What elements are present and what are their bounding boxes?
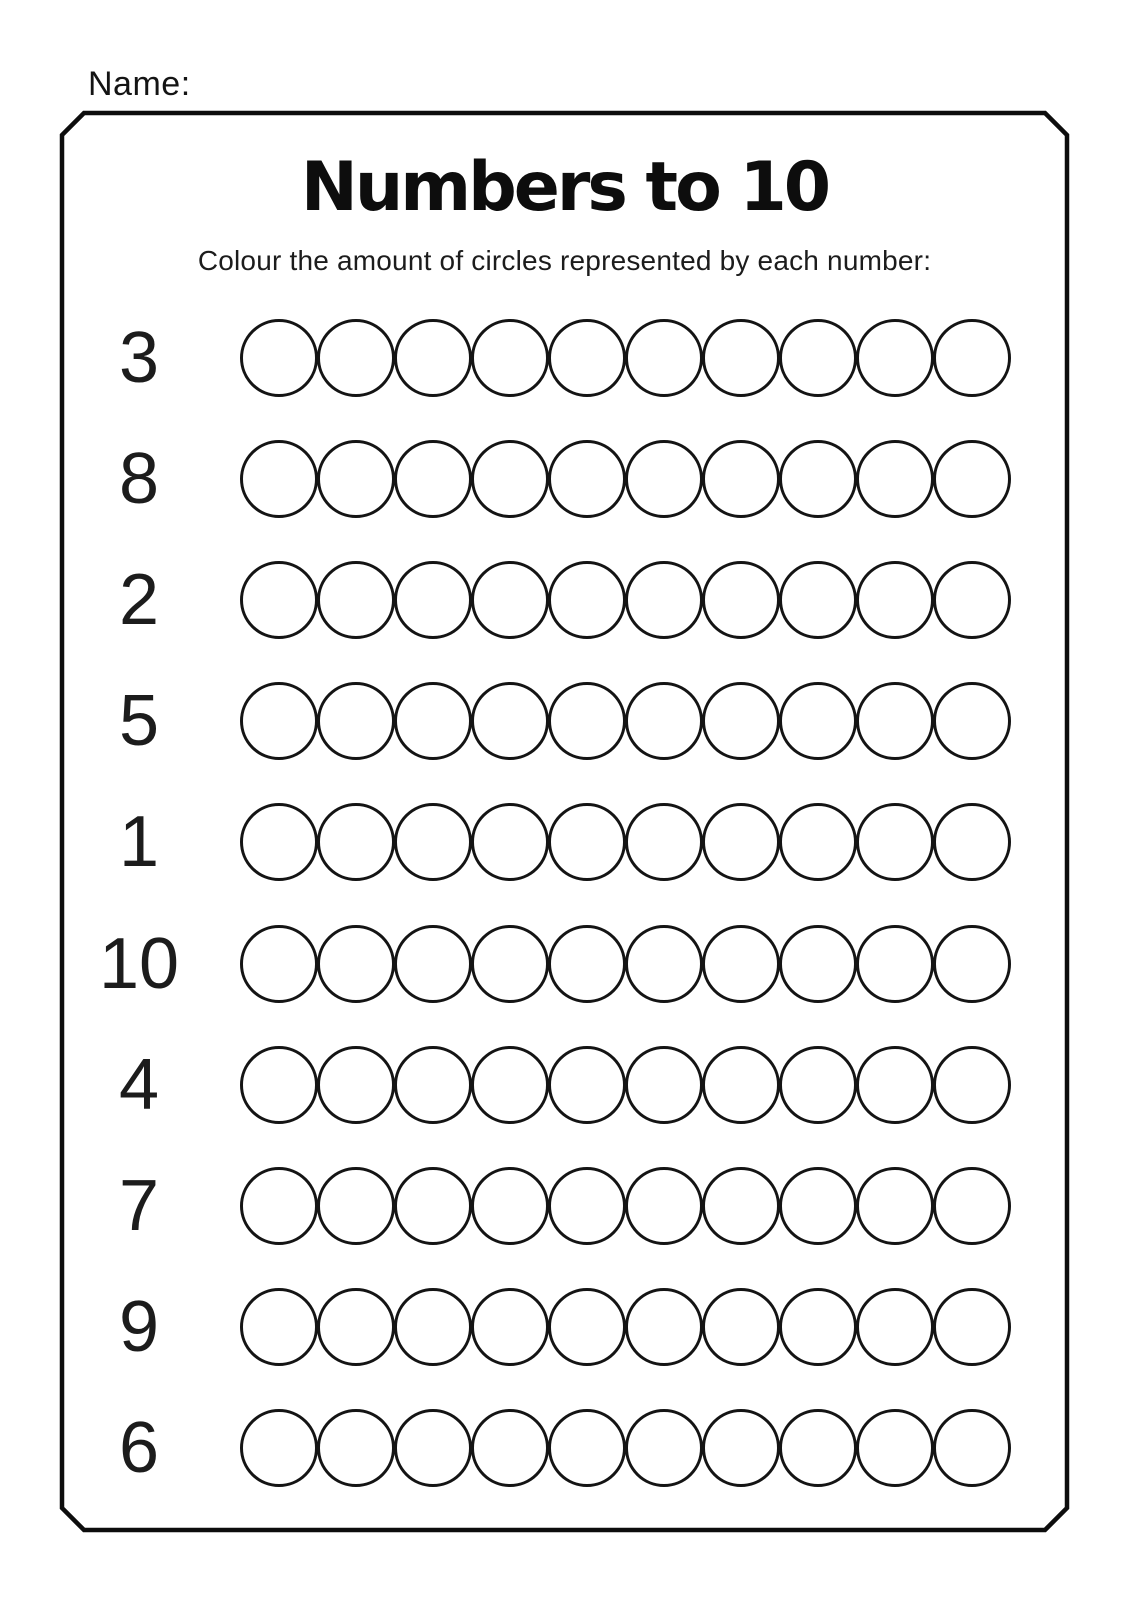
colour-circle[interactable] [702,1409,780,1487]
colour-circle[interactable] [240,1409,318,1487]
colour-circle[interactable] [779,440,857,518]
row-number-label: 10 [98,923,180,1004]
row-number-label: 2 [118,560,160,641]
colour-circle[interactable] [240,803,318,881]
colour-circle[interactable] [394,319,472,397]
colour-circle[interactable] [625,803,703,881]
row-number-label: 3 [118,318,160,399]
number-row [62,1387,1067,1508]
colour-circle[interactable] [394,1288,472,1366]
colour-circle[interactable] [856,1167,934,1245]
number-row [62,661,1067,782]
colour-circle[interactable] [548,803,626,881]
colour-circle[interactable] [779,1167,857,1245]
colour-circle[interactable] [856,803,934,881]
colour-circle[interactable] [471,1409,549,1487]
colour-circle[interactable] [548,682,626,760]
colour-circle[interactable] [240,1167,318,1245]
colour-circle[interactable] [548,319,626,397]
colour-circle[interactable] [471,440,549,518]
colour-circle[interactable] [548,1409,626,1487]
number-row [62,903,1067,1024]
colour-circle[interactable] [317,1409,395,1487]
colour-circle[interactable] [933,1409,1011,1487]
colour-circle[interactable] [702,1046,780,1124]
colour-circle[interactable] [856,1288,934,1366]
colour-circle[interactable] [471,925,549,1003]
circle-row [240,1046,1010,1124]
colour-circle[interactable] [702,925,780,1003]
colour-circle[interactable] [933,803,1011,881]
colour-circle[interactable] [394,1167,472,1245]
colour-circle[interactable] [702,1167,780,1245]
colour-circle[interactable] [394,1046,472,1124]
colour-circle[interactable] [856,1409,934,1487]
colour-circle[interactable] [779,1409,857,1487]
colour-circle[interactable] [625,440,703,518]
number-row [62,540,1067,661]
colour-circle[interactable] [702,1288,780,1366]
colour-circle[interactable] [548,561,626,639]
colour-circle[interactable] [779,1046,857,1124]
colour-circle[interactable] [702,682,780,760]
colour-circle[interactable] [471,682,549,760]
colour-circle[interactable] [625,1288,703,1366]
colour-circle[interactable] [240,319,318,397]
circle-row [240,1167,1010,1245]
colour-circle[interactable] [471,1167,549,1245]
colour-circle[interactable] [317,803,395,881]
colour-circle[interactable] [317,561,395,639]
colour-circle[interactable] [394,803,472,881]
colour-circle[interactable] [317,319,395,397]
colour-circle[interactable] [471,561,549,639]
colour-circle[interactable] [240,925,318,1003]
colour-circle[interactable] [779,682,857,760]
colour-circle[interactable] [625,925,703,1003]
colour-circle[interactable] [394,1409,472,1487]
row-number-label: 1 [118,802,160,883]
circle-row [240,440,1010,518]
colour-circle[interactable] [702,561,780,639]
colour-circle[interactable] [317,1288,395,1366]
colour-circle[interactable] [625,1167,703,1245]
circle-row [240,925,1010,1003]
colour-circle[interactable] [548,440,626,518]
colour-circle[interactable] [856,440,934,518]
colour-circle[interactable] [933,1167,1011,1245]
colour-circle[interactable] [856,682,934,760]
number-row [62,419,1067,540]
circle-row [240,803,1010,881]
colour-circle[interactable] [779,925,857,1003]
colour-circle[interactable] [625,319,703,397]
row-number-label: 7 [118,1165,160,1246]
colour-circle[interactable] [471,319,549,397]
circle-row [240,682,1010,760]
number-row [62,1024,1067,1145]
colour-circle[interactable] [240,1288,318,1366]
colour-circle[interactable] [779,1288,857,1366]
colour-circle[interactable] [625,682,703,760]
colour-circle[interactable] [779,561,857,639]
colour-circle[interactable] [548,1167,626,1245]
colour-circle[interactable] [548,1046,626,1124]
colour-circle[interactable] [317,1167,395,1245]
name-label: Name: [88,65,191,103]
colour-circle[interactable] [394,440,472,518]
number-row [62,298,1067,419]
colour-circle[interactable] [471,1288,549,1366]
colour-circle[interactable] [625,1046,703,1124]
circle-row [240,561,1010,639]
colour-circle[interactable] [394,561,472,639]
colour-circle[interactable] [625,1409,703,1487]
circle-row [240,1409,1010,1487]
row-number-label: 6 [118,1407,160,1488]
colour-circle[interactable] [317,440,395,518]
colour-circle[interactable] [856,925,934,1003]
circle-row [240,319,1010,397]
colour-circle[interactable] [317,682,395,760]
number-rows [62,298,1067,1509]
colour-circle[interactable] [933,1288,1011,1366]
colour-circle[interactable] [240,682,318,760]
colour-circle[interactable] [933,561,1011,639]
worksheet-instruction: Colour the amount of circles represented by each number: [197,245,932,276]
worksheet-panel [62,113,1067,1530]
colour-circle[interactable] [548,1288,626,1366]
colour-circle[interactable] [394,925,472,1003]
number-row [62,1266,1067,1387]
colour-circle[interactable] [317,1046,395,1124]
colour-circle[interactable] [856,1046,934,1124]
row-number-label: 4 [118,1044,160,1125]
colour-circle[interactable] [933,1046,1011,1124]
colour-circle[interactable] [933,319,1011,397]
colour-circle[interactable] [240,1046,318,1124]
colour-circle[interactable] [471,803,549,881]
colour-circle[interactable] [933,440,1011,518]
colour-circle[interactable] [702,803,780,881]
colour-circle[interactable] [779,319,857,397]
colour-circle[interactable] [779,803,857,881]
colour-circle[interactable] [394,682,472,760]
colour-circle[interactable] [702,440,780,518]
colour-circle[interactable] [240,561,318,639]
colour-circle[interactable] [933,925,1011,1003]
colour-circle[interactable] [933,682,1011,760]
colour-circle[interactable] [856,319,934,397]
colour-circle[interactable] [548,925,626,1003]
colour-circle[interactable] [856,561,934,639]
colour-circle[interactable] [317,925,395,1003]
colour-circle[interactable] [702,319,780,397]
worksheet-title: Numbers to 10 [300,148,829,227]
number-row [62,1145,1067,1266]
row-number-label: 9 [118,1286,160,1367]
row-number-label: 5 [118,681,160,762]
row-number-label: 8 [118,439,160,520]
colour-circle[interactable] [471,1046,549,1124]
circle-row [240,1288,1010,1366]
colour-circle[interactable] [240,440,318,518]
number-row [62,782,1067,903]
colour-circle[interactable] [625,561,703,639]
